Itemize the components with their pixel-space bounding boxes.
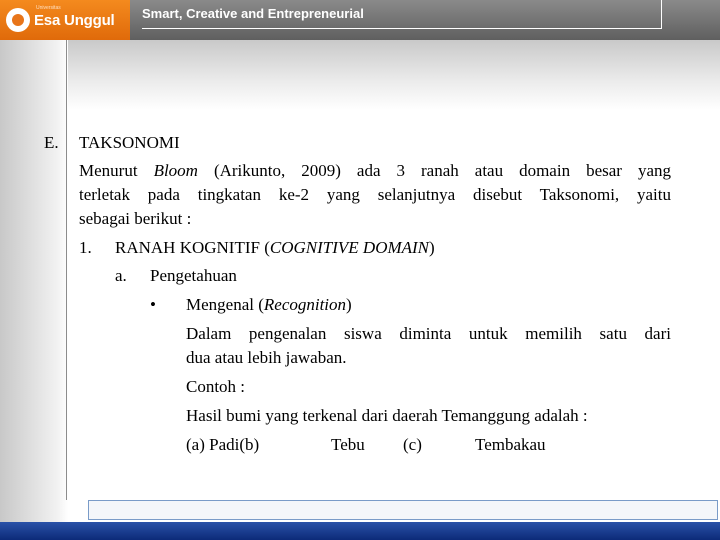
intro-line-3: sebagai berikut :: [79, 209, 192, 228]
section-title: TAKSONOMI: [79, 133, 180, 152]
intro-line-1: [79, 159, 671, 183]
item1-em: COGNITIVE DOMAIN: [269, 238, 430, 257]
option-c: (c): [403, 435, 422, 454]
bullet-pre: Mengenal (: [186, 295, 264, 314]
sub-a-text: Pengetahuan: [150, 266, 237, 285]
sub-a-letter: a.: [115, 266, 127, 285]
option-c-text: Tembakau: [475, 435, 546, 454]
option-b-text: Tebu: [331, 435, 365, 454]
intro-em: Bloom: [153, 161, 198, 180]
item1-number: 1.: [79, 238, 92, 257]
logo-text: Esa Unggul: [34, 12, 115, 29]
tagline: Smart, Creative and Entrepreneurial: [142, 6, 364, 21]
bottom-bar: [0, 522, 720, 540]
bottom-outline-bar: [88, 500, 718, 520]
bullet-em: Recognition: [263, 295, 347, 314]
example-label: Contoh :: [186, 377, 246, 396]
section-letter: E.: [44, 133, 59, 152]
bullet-post: ): [346, 295, 352, 314]
intro-pre: Menurut: [79, 161, 154, 180]
logo-sub-text: Universitas: [36, 5, 61, 11]
intro-rest: (Arikunto, 2009) ada 3 ranah atau domain besar yang: [197, 161, 671, 180]
option-a: (a) Padi(b): [186, 435, 260, 454]
desc-line-1: Dalam pengenalan siswa diminta untuk memilih satu dari: [186, 324, 671, 343]
intro-line-2: terletak pada tingkatan ke-2 yang selanjutnya disebut Taksonomi, yaitu: [79, 185, 671, 204]
question-text: Hasil bumi yang terkenal dari daerah Temanggung adalah :: [186, 406, 588, 425]
item1-post: ): [429, 238, 435, 257]
bullet-text: [186, 293, 352, 317]
desc-line-2: dua atau lebih jawaban.: [186, 348, 347, 367]
bullet-icon: •: [150, 295, 156, 314]
item1-pre: RANAH KOGNITIF (: [115, 238, 270, 257]
item1-heading: [115, 236, 435, 260]
